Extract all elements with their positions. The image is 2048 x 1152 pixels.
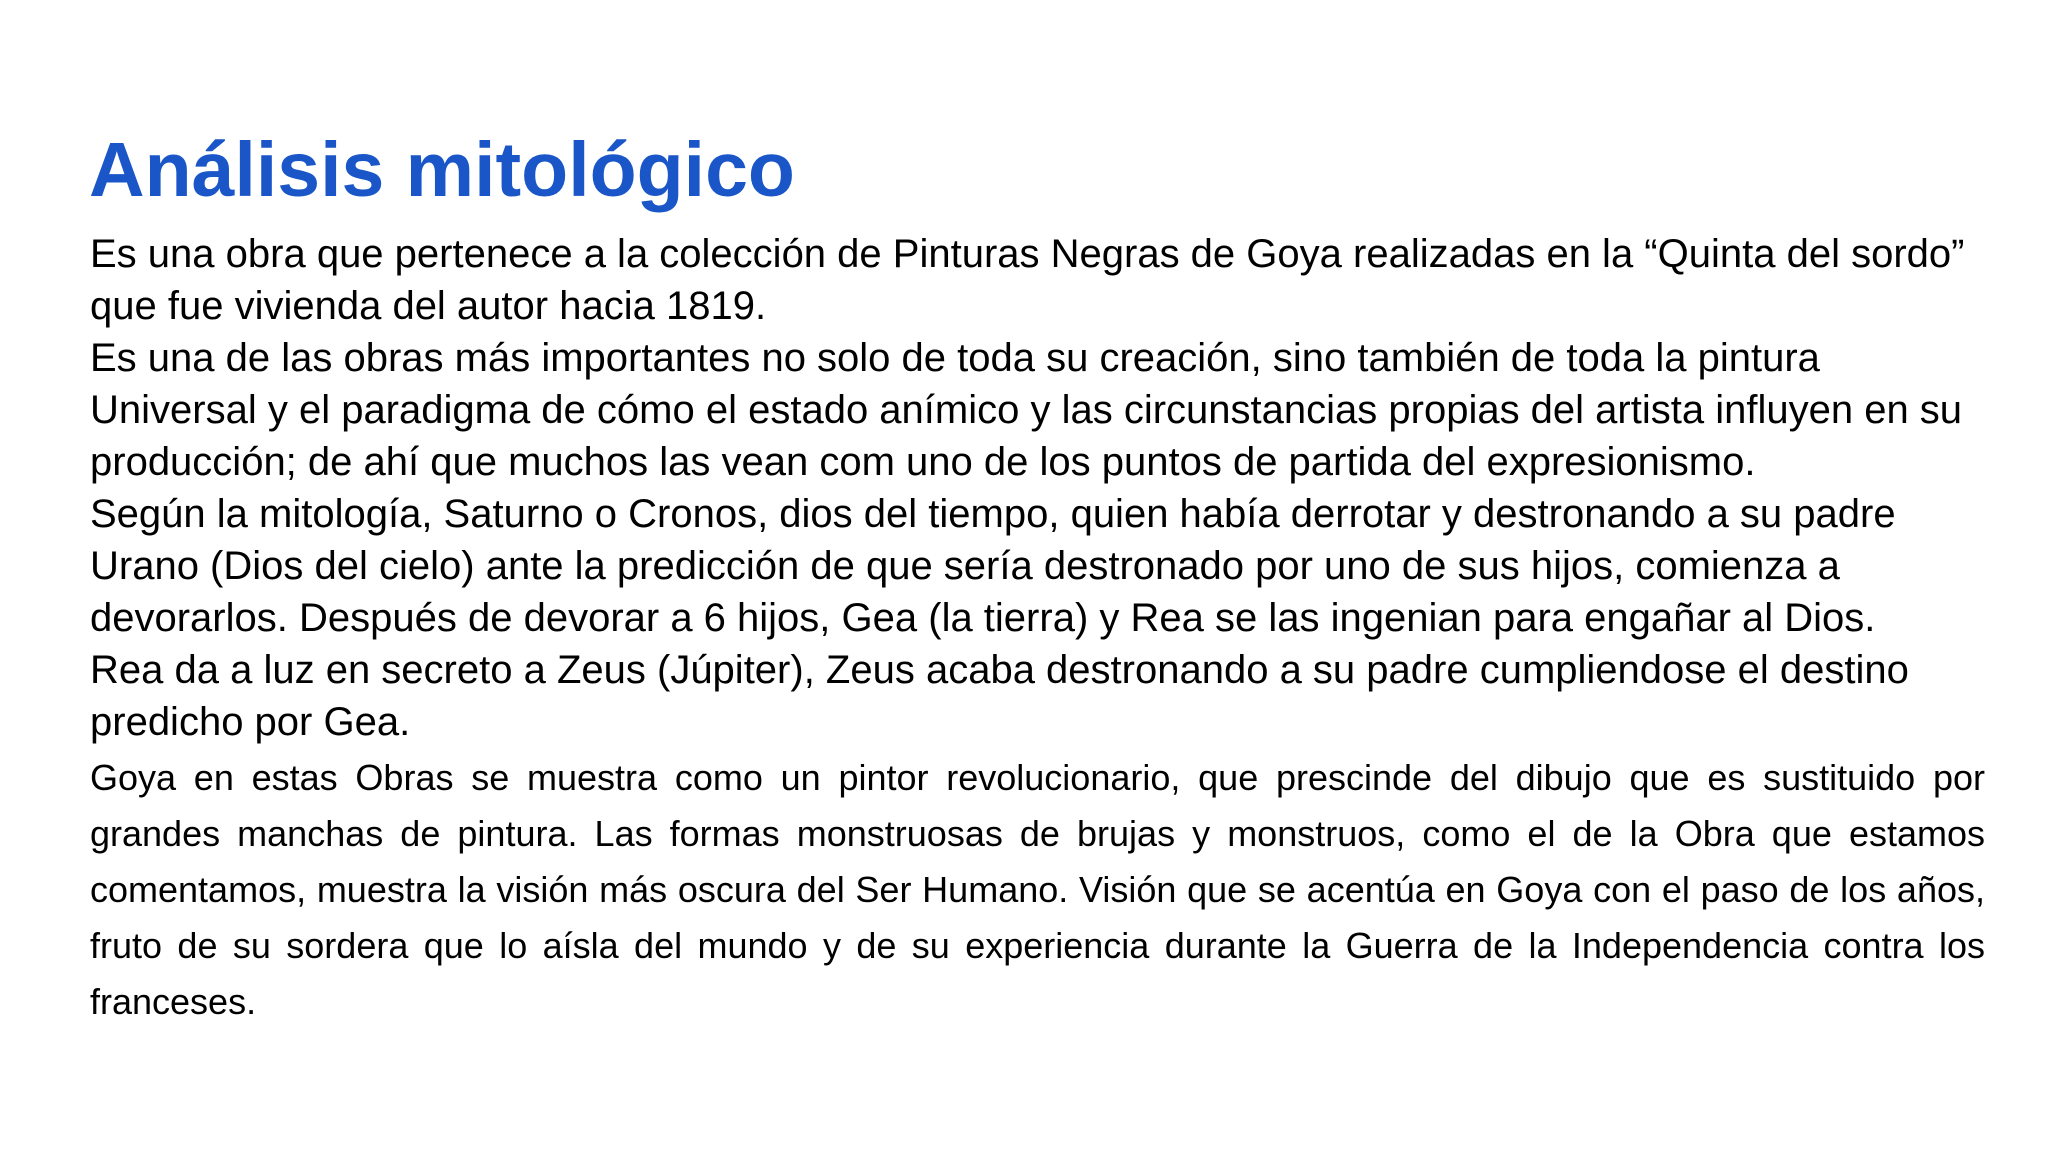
paragraph-pinturas-negras: Es una obra que pertenece a la colección de Pinturas Negras de Goya realizadas en la “Quinta del sordo” que fue vivienda del autor hacia 1819. [90,232,1965,328]
paragraph-goya-revolucionario: Goya en estas Obras se muestra como un pintor revolucionario, que prescinde del dibujo que es sustituido por grandes manchas de pintura. Las formas monstruosas de brujas y monstruos, como el de la Obra que estamos comentamos, muestra la visión más oscura del Ser Humano. Visión que se acentúa en Goya con el paso de los años, fruto de su sordera que lo aísla del mundo y de su experiencia durante la Guerra de la Independencia contra los franceses. [90,757,1985,1022]
slide-body [90,228,1985,1030]
slide-title: Análisis mitológico [89,127,795,213]
paragraph-importancia: Es una de las obras más importantes no solo de toda su creación, sino también de toda la pintura Universal y el paradigma de cómo el estado anímico y las circunstancias propias del artista influyen en su producción; de ahí que muchos las vean com uno de los puntos de partida del expresionismo. [90,336,1963,484]
paragraph-zeus: Rea da a luz en secreto a Zeus (Júpiter), Zeus acaba destronando a su padre cumpliendose el destino predicho por Gea. [90,648,1909,744]
paragraph-mitologia: Según la mitología, Saturno o Cronos, dios del tiempo, quien había derrotar y destronando a su padre Urano (Dios del cielo) ante la predicción de que sería destronado por uno de sus hijos, comienza a devorarlos. Después de devorar a 6 hijos, Gea (la tierra) y Rea se las ingenian para engañar al Dios. [90,492,1896,640]
